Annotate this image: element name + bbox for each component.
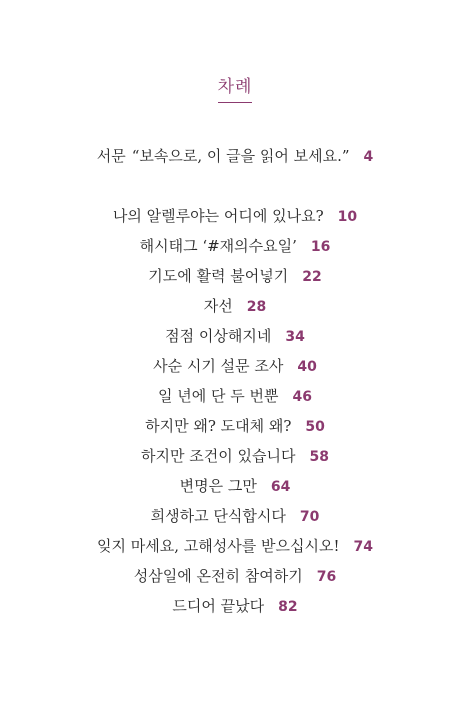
toc-preface-page: 4 — [363, 149, 374, 165]
toc-entry-page: 64 — [270, 479, 291, 495]
toc-entry-title: 변명은 그만 — [179, 477, 257, 495]
toc-entry-page: 58 — [309, 449, 329, 465]
toc-entry-title: 드디어 끝났다 — [172, 597, 265, 615]
toc-entry-page: 10 — [337, 209, 358, 225]
toc-entry-page: 34 — [285, 329, 305, 345]
toc-entry-title: 점점 이상해지네 — [165, 327, 272, 345]
toc-entry-title: 일 년에 단 두 번뿐 — [158, 387, 279, 405]
toc-entry-page: 46 — [292, 389, 312, 405]
toc-entry-page: 74 — [353, 539, 373, 555]
toc-entry-title: 하지만 왜? 도대체 왜? — [145, 417, 292, 435]
toc-entry-title: 기도에 활력 불어넣기 — [148, 267, 289, 285]
toc-entry-page: 76 — [316, 569, 337, 585]
toc-entry-row[interactable] — [0, 326, 470, 347]
toc-entry-row[interactable] — [0, 536, 470, 557]
toc-entry-row[interactable] — [0, 236, 470, 257]
toc-entry-title: 나의 알렐루야는 어디에 있나요? — [112, 207, 324, 225]
toc-preface-title: “보속으로, 이 글을 읽어 보세요.” — [131, 147, 350, 165]
toc-entry-page: 28 — [246, 299, 267, 315]
toc-entry-page: 82 — [278, 599, 298, 615]
toc-entry-row[interactable] — [0, 416, 470, 437]
toc-heading-text: 차례 — [218, 72, 253, 103]
toc-entry-page: 16 — [310, 239, 331, 255]
toc-entry-page: 22 — [302, 269, 322, 285]
toc-entry-page: 40 — [297, 359, 317, 375]
toc-entry-row[interactable] — [0, 386, 470, 407]
toc-entry-title: 성삼일에 온전히 참여하기 — [133, 567, 303, 585]
toc-entry-row[interactable] — [0, 446, 470, 467]
toc-entry-page: 70 — [299, 509, 320, 525]
toc-entry-title: 하지만 조건이 있습니다 — [141, 447, 296, 465]
toc-preface-prefix: 서문 — [96, 147, 126, 165]
toc-entry-row[interactable] — [0, 206, 470, 227]
toc-entry-title: 사순 시기 설문 조사 — [153, 357, 284, 375]
toc-entry-title: 자선 — [203, 297, 233, 315]
toc-entry-row[interactable] — [0, 266, 470, 287]
toc-entry-row[interactable] — [0, 596, 470, 617]
toc-entry-title: 해시태그 ‘#재의수요일’ — [139, 237, 297, 255]
toc-entry-title: 희생하고 단식합시다 — [150, 507, 286, 525]
toc-preface-row[interactable] — [0, 146, 470, 167]
toc-entry-row[interactable] — [0, 296, 470, 317]
toc-entry-row[interactable] — [0, 356, 470, 377]
toc-entry-row[interactable] — [0, 566, 470, 587]
toc-entry-title: 잊지 마세요, 고해성사를 받으십시오! — [97, 537, 340, 555]
toc-entry-row[interactable] — [0, 506, 470, 527]
toc-entry-row[interactable] — [0, 476, 470, 497]
toc-heading — [0, 72, 470, 103]
toc-entry-page: 50 — [305, 419, 325, 435]
